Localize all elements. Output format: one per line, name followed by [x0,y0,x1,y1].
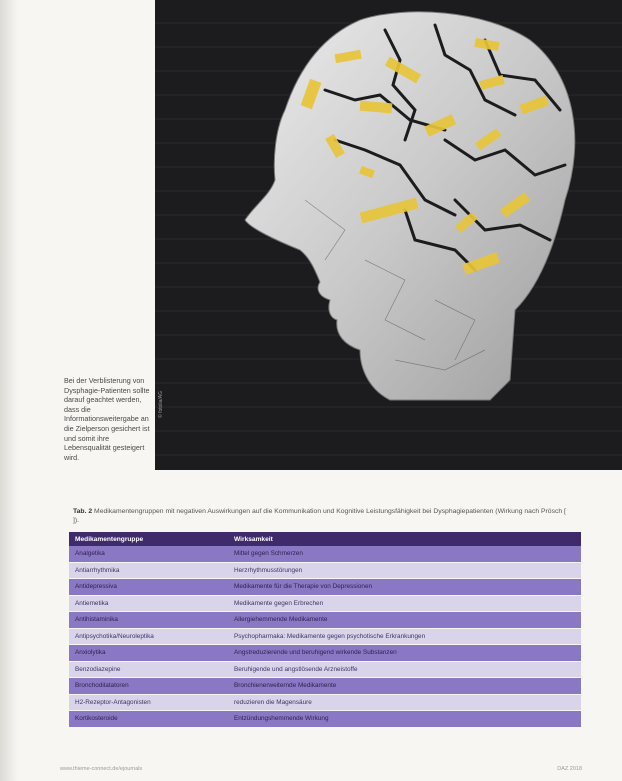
medication-table [69,532,581,727]
cell-group: Antipsychotika/Neuroleptika [69,628,228,645]
table-row [69,546,581,562]
table-row [69,678,581,695]
table-row [69,579,581,596]
caption-text: Medikamentengruppen mit negativen Auswirkungen auf die Kommunikation und Kognitive Leistungsfähigkeit bei Dysphagiepatienten (Wirkung nach Prösch [ ]). [73,508,566,524]
cell-group: Kortikosteroide [69,711,228,727]
table-row [69,694,581,711]
cell-effect: Bronchienerweiternde Medikamente [228,678,581,695]
cell-group: Antihistaminika [69,612,228,629]
cell-effect: Medikamente für die Therapie von Depressionen [228,579,581,596]
table-caption [73,507,573,525]
cell-group: Antidepressiva [69,579,228,596]
footer-page: DAZ 2018 [557,766,582,772]
cell-effect: Mittel gegen Schmerzen [228,546,581,562]
cell-effect: reduzieren die Magensäure [228,694,581,711]
cell-group: Antiarrhythmika [69,562,228,579]
image-credit: © fotolia/AG [158,390,164,418]
cell-effect: Beruhigende und angstlösende Arzneistoffe [228,661,581,678]
cell-group: Anxiolytika [69,645,228,662]
caption-label: Tab. 2 [73,508,93,515]
page-edge-shadow [0,0,18,781]
table-row [69,612,581,629]
crumpled-paper-head-illustration [155,0,622,470]
cell-group: Bronchodilatatoren [69,678,228,695]
cell-group: H2-Rezeptor-Antagonisten [69,694,228,711]
table-header-row [69,532,581,546]
col-header-group: Medikamentengruppe [69,532,228,546]
cell-effect: Angstreduzierende und beruhigend wirkende Substanzen [228,645,581,662]
cell-effect: Psychopharmaka: Medikamente gegen psychotische Erkrankungen [228,628,581,645]
table-row [69,595,581,612]
table-row [69,661,581,678]
cell-effect: Herzrhythmusstörungen [228,562,581,579]
cell-effect: Entzündungshemmende Wirkung [228,711,581,727]
cell-effect: Allergiehemmende Medikamente [228,612,581,629]
cell-effect: Medikamente gegen Erbrechen [228,595,581,612]
table-row [69,628,581,645]
head-collage-photo [155,0,622,470]
footer-source: www.thieme-connect.de/ejournals [60,766,143,772]
table-row [69,711,581,727]
side-text: Bei der Verblisterung von Dysphagie-Patienten sollte darauf geachtet werden, dass die Informationsweitergabe an die Zielperson gesichert ist und somit ihre Lebensqualität gesteigert wird. [64,376,150,462]
cell-group: Antiemetika [69,595,228,612]
col-header-effect: Wirksamkeit [228,532,581,546]
cell-group: Analgetika [69,546,228,562]
cell-group: Benzodiazepine [69,661,228,678]
table-row [69,562,581,579]
table-row [69,645,581,662]
